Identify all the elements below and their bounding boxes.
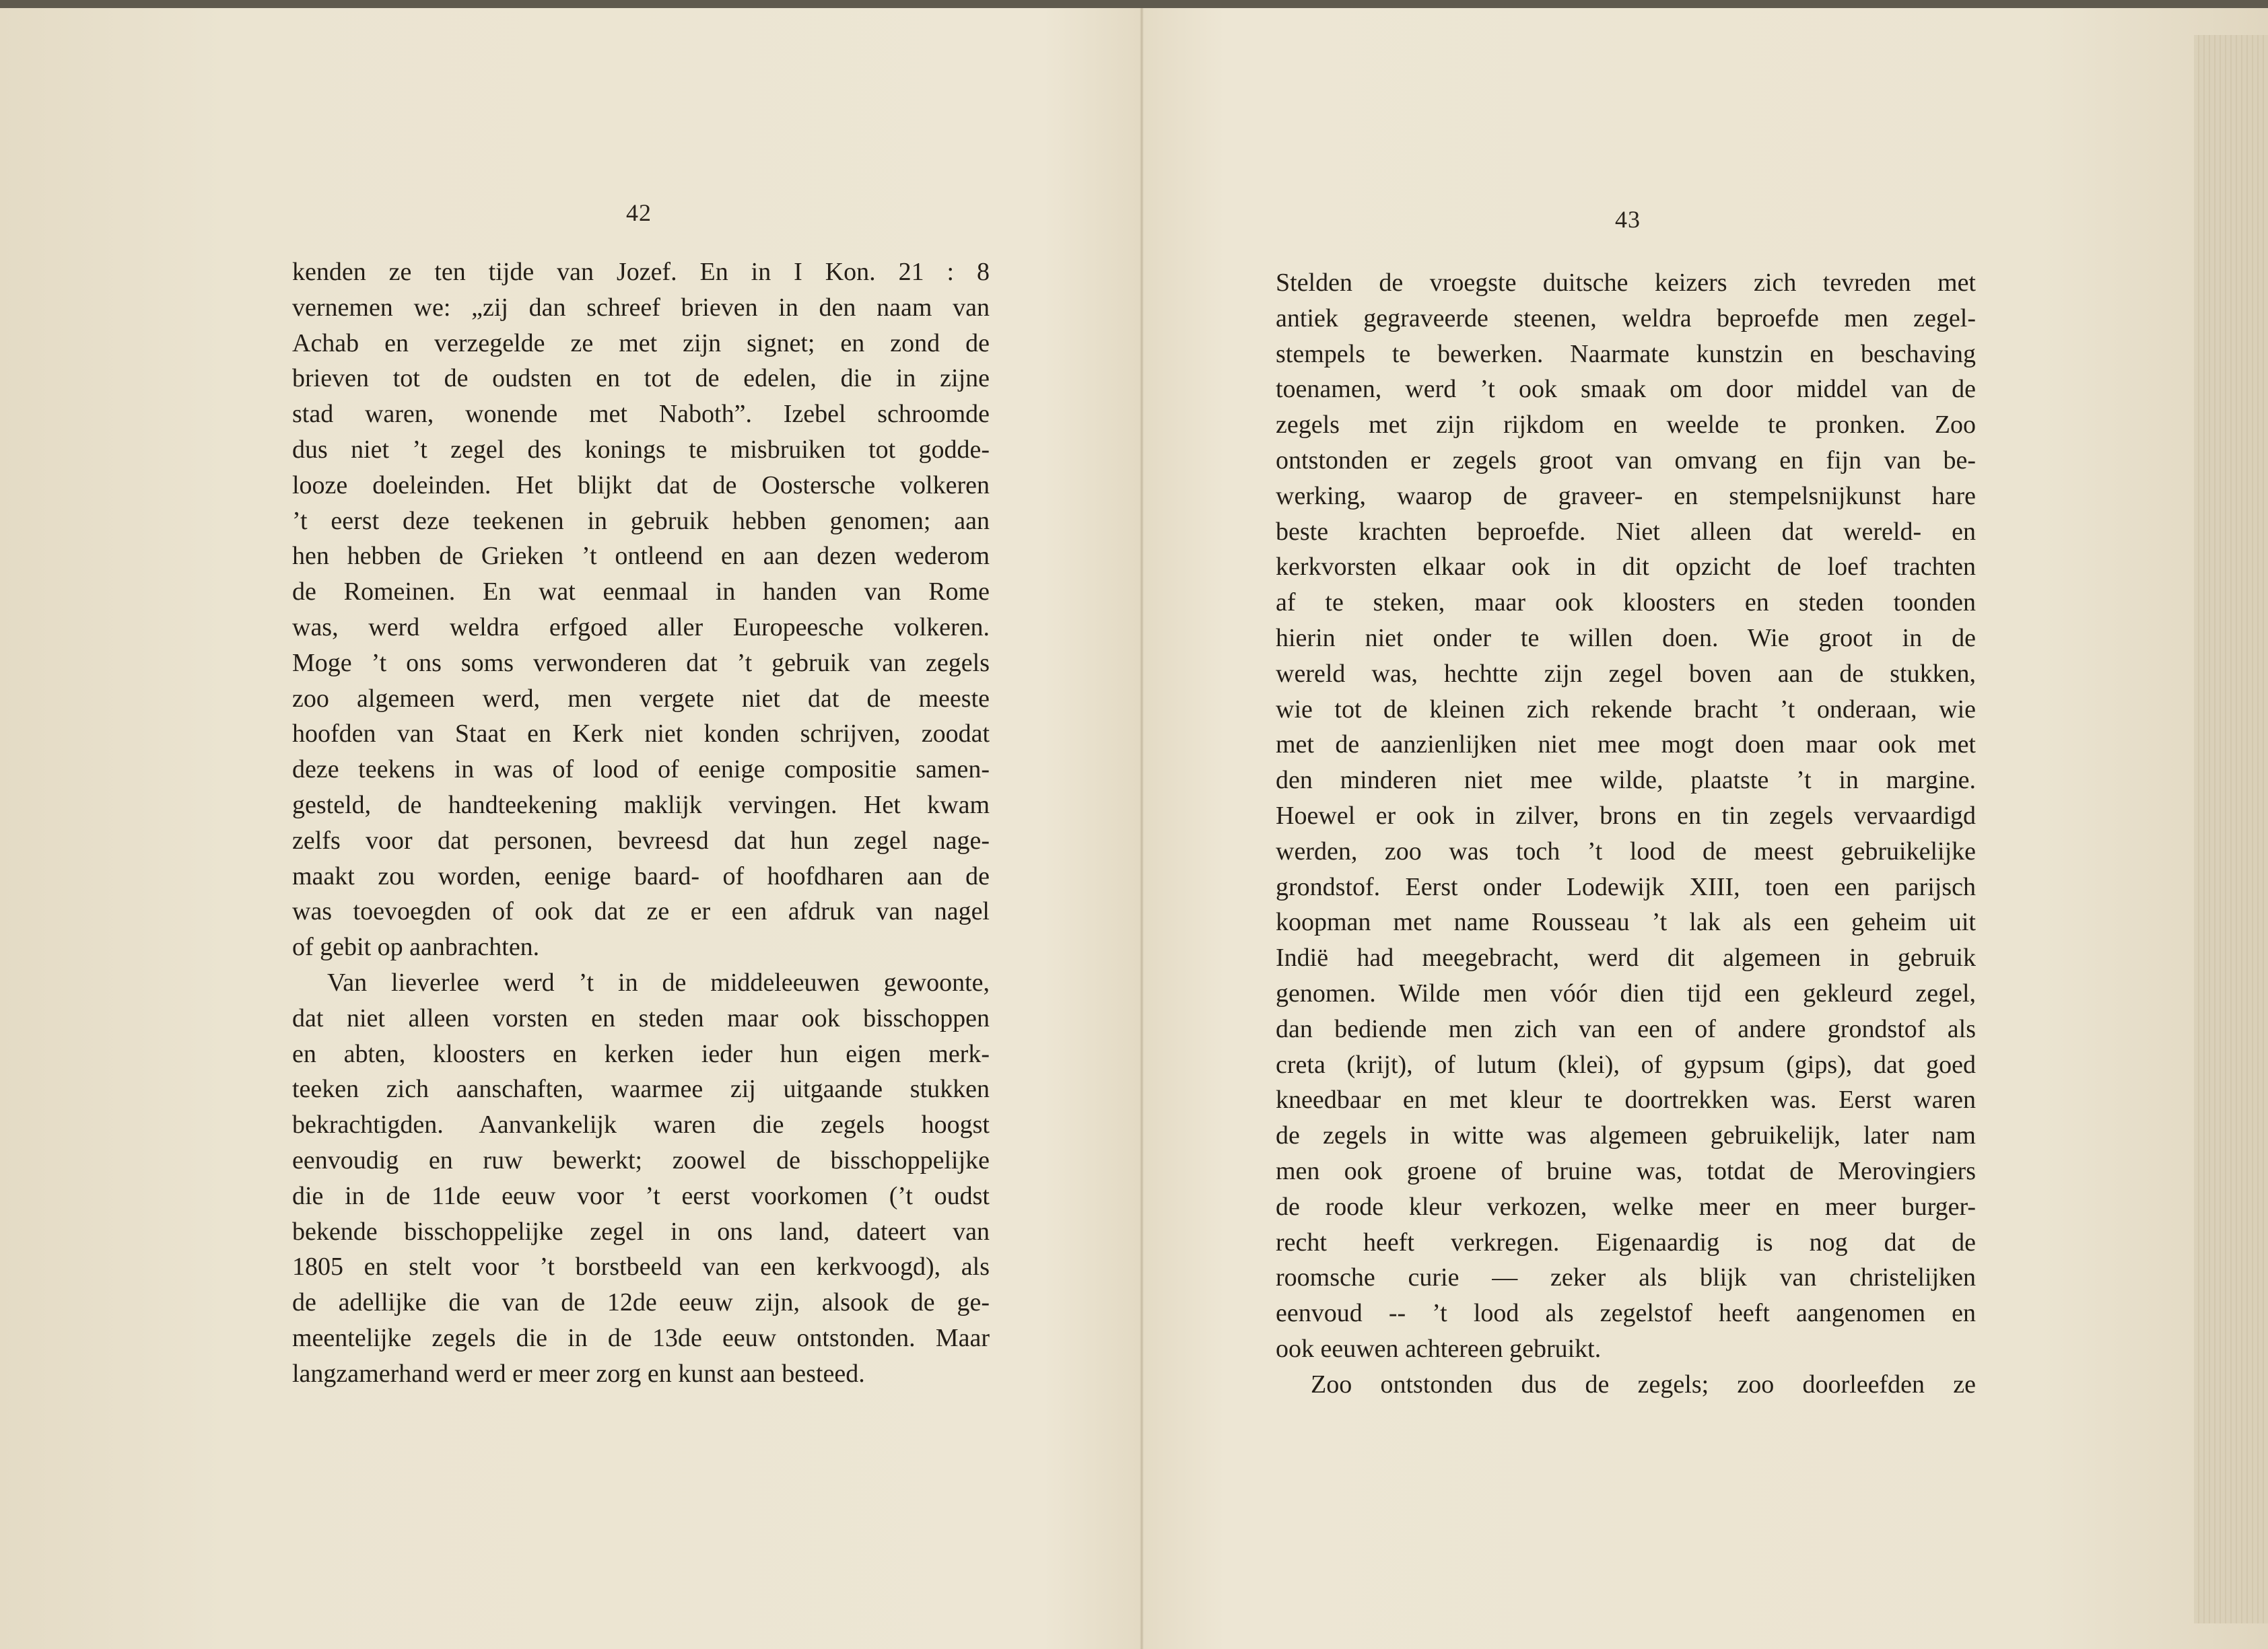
text-line: ’t eerst deze teekenen in gebruik hebben genomen; aan [292, 506, 990, 535]
book-spread [0, 8, 2268, 1649]
page-number-left: 42 [626, 199, 652, 226]
text-line: kerkvorsten elkaar ook in dit opzicht de loef trachten [1276, 553, 1976, 582]
text-line: genomen. Wilde men vóór dien tijd een gekleurd zegel, [1276, 979, 1976, 1008]
right-page [1144, 8, 2194, 1649]
text-line: ook eeuwen achtereen gebruikt. [1276, 1334, 1602, 1363]
text-line: ontstonden er zegels groot van omvang en fijn van be- [1276, 446, 1976, 475]
text-line: Moge ’t ons soms verwonderen dat ’t gebruik van zegels [292, 648, 990, 677]
text-line: brieven tot de oudsten en tot de edelen, die in zijne [292, 364, 990, 393]
text-line: de adellijke die van de 12de eeuw zijn, alsook de ge- [292, 1288, 990, 1317]
text-line: was toevoegden of ook dat ze er een afdruk van nagel [292, 897, 990, 926]
page-number-right: 43 [1615, 206, 1641, 233]
text-line: de roode kleur verkozen, welke meer en meer burger- [1276, 1192, 1976, 1221]
text-line: Van lieverlee werd ’t in de middeleeuwen gewoonte, [327, 968, 990, 997]
text-line: looze doeleinden. Het blijkt dat de Oostersche volkeren [292, 470, 990, 499]
text-line: wie tot de kleinen zich rekende bracht ’t onderaan, wie [1276, 695, 1976, 724]
text-line: zelfs voor dat personen, bevreesd dat hun zegel nage- [292, 826, 990, 855]
text-line: stempels te bewerken. Naarmate kunstzin en beschaving [1276, 339, 1976, 368]
text-line: Achab en verzegelde ze met zijn signet; en zond de [292, 328, 990, 357]
text-line: recht heeft verkregen. Eigenaardig is nog dat de [1276, 1228, 1976, 1257]
text-line: was, werd weldra erfgoed aller Europeesche volkeren. [292, 612, 990, 641]
text-line: stad waren, wonende met Naboth”. Izebel schroomde [292, 400, 990, 429]
text-line: die in de 11de eeuw voor ’t eerst voorkomen (’t oudst [292, 1181, 990, 1210]
text-line: antiek gegraveerde steenen, weldra beproefde men zegel- [1276, 304, 1976, 332]
text-line: vernemen we: „zij dan schreef brieven in den naam van [292, 293, 990, 322]
text-line: eenvoud -- ’t lood als zegelstof heeft aangenomen en [1276, 1299, 1976, 1328]
text-line: zegels met zijn rijkdom en weelde te pronken. Zoo [1276, 411, 1976, 440]
text-line: koopman met name Rousseau ’t lak als een geheim uit [1276, 908, 1976, 937]
left-page [0, 8, 1140, 1649]
text-line: zoo algemeen werd, men vergete niet dat de meeste [292, 684, 990, 713]
text-line: dan bediende men zich van een of andere grondstof als [1276, 1014, 1976, 1043]
text-line: kenden ze ten tijde van Jozef. En in I Kon. 21 : 8 [292, 258, 990, 286]
text-line: beste krachten beproefde. Niet alleen dat wereld- en [1276, 517, 1976, 546]
text-line: af te steken, maar ook kloosters en steden toonden [1276, 588, 1976, 617]
text-line: teeken zich aanschaften, waarmee zij uitgaande stukken [292, 1075, 990, 1104]
text-line: en abten, kloosters en kerken ieder hun eigen merk- [292, 1039, 990, 1068]
text-line: Stelden de vroegste duitsche keizers zich tevreden met [1276, 269, 1976, 297]
text-line: Zoo ontstonden dus de zegels; zoo doorleefden ze [1311, 1370, 1976, 1399]
text-line: werking, waarop de graveer- en stempelsnijkunst hare [1276, 481, 1976, 510]
text-line: hoofden van Staat en Kerk niet konden schrijven, zoodat [292, 720, 990, 748]
text-line: of gebit op aanbrachten. [292, 933, 540, 962]
text-line: creta (krijt), of lutum (klei), of gypsum (gips), dat goed [1276, 1050, 1976, 1079]
text-line: toenamen, werd ’t ook smaak om door middel van de [1276, 375, 1976, 404]
text-line: dus niet ’t zegel des konings te misbruiken tot godde- [292, 435, 990, 464]
text-line: men ook groene of bruine was, totdat de Merovingiers [1276, 1156, 1976, 1185]
text-line: 1805 en stelt voor ’t borstbeeld van een kerkvoogd), als [292, 1253, 990, 1282]
text-line: met de aanzienlijken niet mee mogt doen maar ook met [1276, 730, 1976, 759]
text-line: de Romeinen. En wat eenmaal in handen van Rome [292, 577, 990, 606]
text-line: Hoewel er ook in zilver, brons en tin zegels vervaardigd [1276, 801, 1976, 830]
text-line: gesteld, de handteekening maklijk vervingen. Het kwam [292, 790, 990, 819]
text-line: eenvoudig en ruw bewerkt; zoowel de bisschoppelijke [292, 1146, 990, 1174]
text-line: kneedbaar en met kleur te doortrekken was. Eerst waren [1276, 1086, 1976, 1115]
text-line: werden, zoo was toch ’t lood de meest gebruikelijke [1276, 837, 1976, 866]
text-line: deze teekens in was of lood of eenige compositie samen- [292, 755, 990, 784]
text-line: dat niet alleen vorsten en steden maar ook bisschoppen [292, 1004, 990, 1032]
page-edges [2194, 35, 2268, 1623]
text-line: roomsche curie — zeker als blijk van christelijken [1276, 1263, 1976, 1292]
text-line: maakt zou worden, eenige baard- of hoofdharen aan de [292, 862, 990, 890]
text-line: hierin niet onder te willen doen. Wie groot in de [1276, 623, 1976, 652]
text-line: grondstof. Eerst onder Lodewijk XIII, toen een parijsch [1276, 872, 1976, 901]
text-line: de zegels in witte was algemeen gebruikelijk, later nam [1276, 1121, 1976, 1150]
text-line: bekende bisschoppelijke zegel in ons land, dateert van [292, 1217, 990, 1246]
text-line: wereld was, hechtte zijn zegel boven aan de stukken, [1276, 659, 1976, 688]
text-line: Indië had meegebracht, werd dit algemeen in gebruik [1276, 944, 1976, 973]
right-page-text [1276, 265, 1976, 1403]
text-line: langzamerhand werd er meer zorg en kunst aan besteed. [292, 1359, 865, 1388]
text-line: den minderen niet mee wilde, plaatste ’t in margine. [1276, 766, 1976, 795]
text-line: bekrachtigden. Aanvankelijk waren die zegels hoogst [292, 1111, 990, 1139]
text-line: hen hebben de Grieken ’t ontleend en aan dezen wederom [292, 542, 990, 571]
left-page-text [292, 254, 990, 1392]
text-line: meentelijke zegels die in de 13de eeuw ontstonden. Maar [292, 1323, 990, 1352]
